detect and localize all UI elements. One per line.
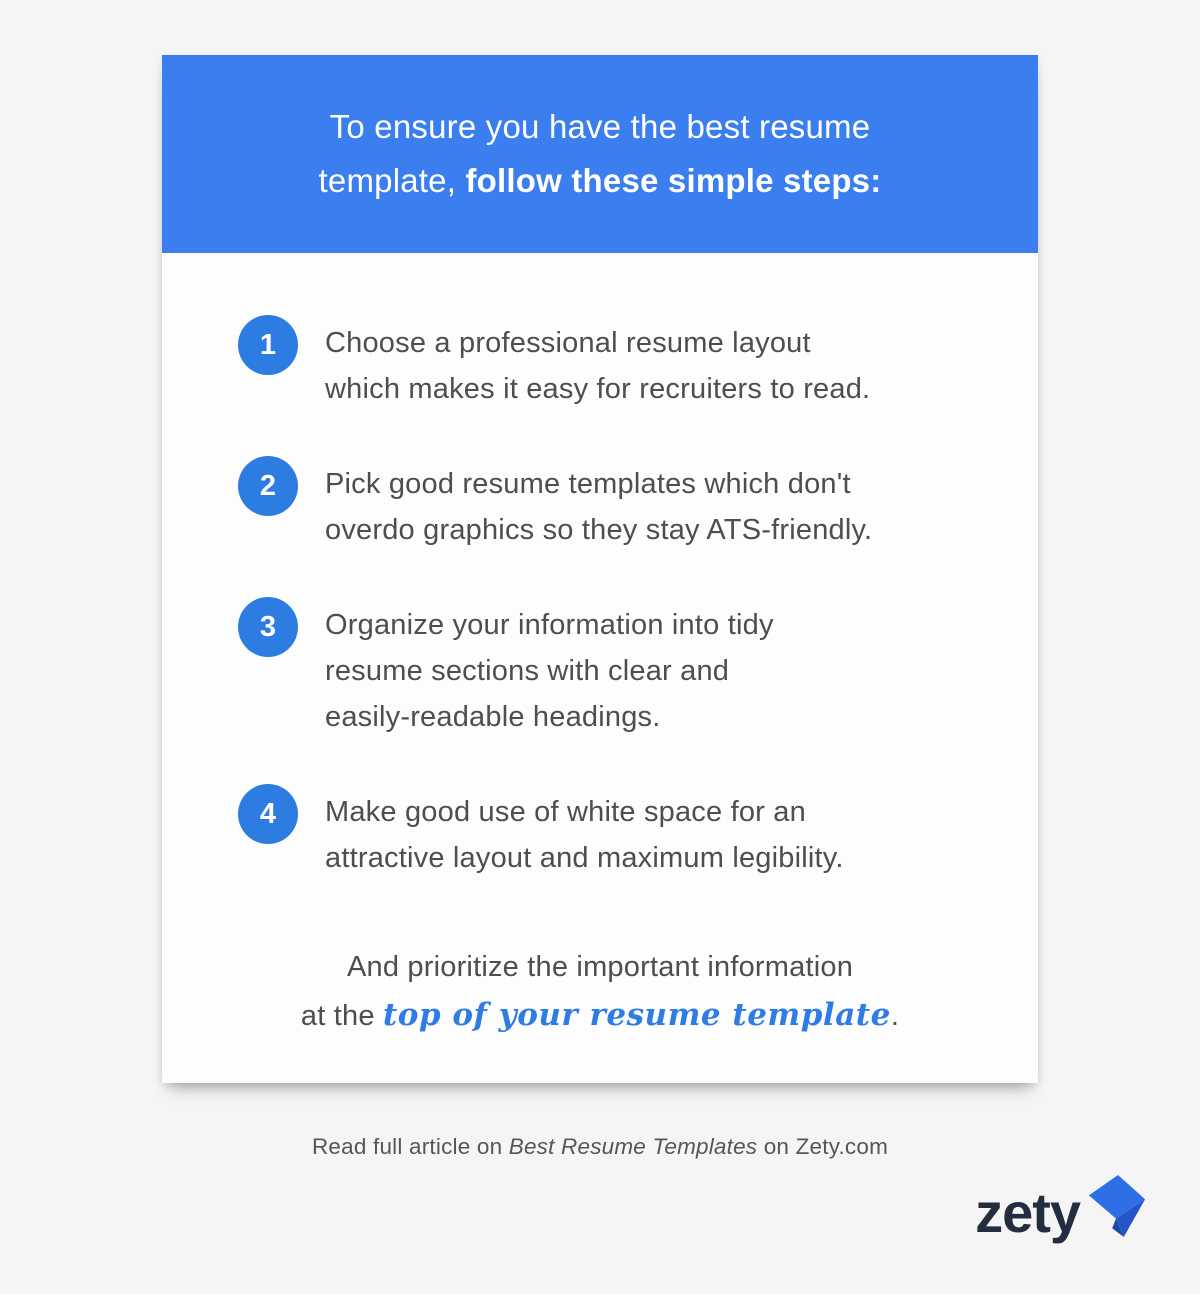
step-text-line: Organize your information into tidy	[325, 609, 774, 641]
card-header	[162, 55, 1038, 253]
step-number-badge: 2	[238, 456, 298, 516]
footer-note	[0, 1134, 1200, 1160]
step-text-line: Choose a professional resume layout	[325, 327, 811, 359]
step-text-line: overdo graphics so they stay ATS-friendly.	[325, 514, 873, 546]
header-headline	[319, 100, 882, 208]
step-text	[325, 456, 872, 553]
step-text	[325, 315, 870, 412]
step-number-badge: 1	[238, 315, 298, 375]
footer-article-title: Best Resume Templates	[508, 1134, 758, 1159]
infographic-card	[162, 55, 1038, 1083]
closing-line-1: And prioritize the important information	[346, 951, 854, 983]
closing-line-2-suffix: .	[890, 1000, 900, 1032]
closing-line-2-prefix: at the	[300, 1000, 383, 1032]
header-line-1: To ensure you have the best resume	[329, 108, 871, 145]
step-text-line: Pick good resume templates which don't	[325, 468, 851, 500]
footer-suffix: on Zety.com	[757, 1134, 889, 1159]
step-text	[325, 784, 844, 881]
step-text-line: attractive layout and maximum legibility.	[325, 842, 844, 874]
zety-logo-text: zety	[975, 1181, 1080, 1244]
zety-arrow-icon	[1086, 1172, 1148, 1240]
step-row	[238, 597, 968, 740]
step-text-line: easily-readable headings.	[325, 701, 661, 733]
zety-logo	[975, 1172, 1148, 1248]
header-line-2-regular: template,	[318, 162, 466, 199]
step-text-line: which makes it easy for recruiters to read.	[325, 373, 871, 405]
step-number-badge: 3	[238, 597, 298, 657]
step-row	[238, 456, 968, 553]
step-row	[238, 315, 968, 412]
header-line-2	[319, 154, 882, 208]
closing-highlight: top of your resume template	[382, 997, 891, 1033]
step-text-line: resume sections with clear and	[325, 655, 730, 687]
closing-paragraph	[162, 943, 1038, 1040]
step-text	[325, 597, 774, 740]
step-text-line: Make good use of white space for an	[325, 796, 806, 828]
footer-prefix: Read full article on	[311, 1134, 509, 1159]
steps-list	[162, 253, 1038, 881]
step-number-badge: 4	[238, 784, 298, 844]
closing-line-2	[162, 991, 1038, 1040]
header-line-2-bold: follow these simple steps:	[465, 162, 882, 199]
step-row	[238, 784, 968, 881]
